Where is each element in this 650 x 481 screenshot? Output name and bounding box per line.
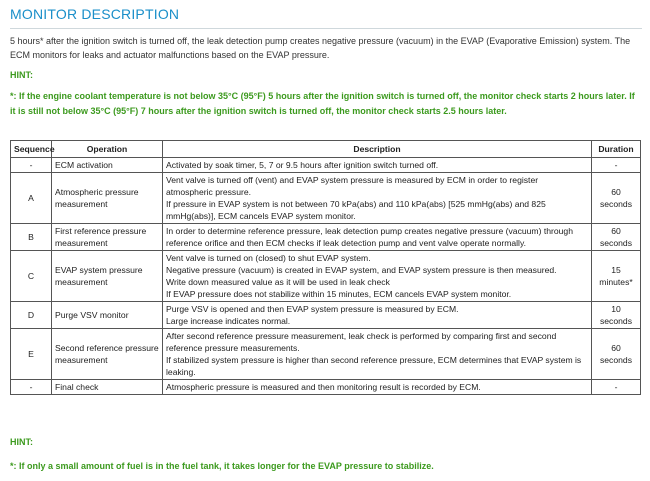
duration-cell — [592, 302, 641, 329]
sequence-cell: A — [11, 173, 52, 224]
description-cell-line: If stabilized system pressure is higher than second reference pressure, ECM determines that EVAP system is — [166, 355, 582, 365]
duration-cell — [592, 224, 641, 251]
description-cell-line: Activated by soak timer, 5, 7 or 9.5 hours after ignition switch turned off. — [166, 160, 439, 170]
description-cell-line: Write down measured value as it will be used in leak check — [166, 277, 390, 287]
duration-cell-line: seconds — [599, 355, 632, 365]
operation-cell — [52, 173, 163, 224]
description-cell-line: Vent valve is turned on (closed) to shut EVAP system. — [166, 253, 371, 263]
header-operation: Operation — [52, 141, 163, 158]
description-cell — [163, 158, 592, 173]
operation-cell-line: Atmospheric pressure — [55, 187, 139, 197]
operation-cell-line: EVAP system pressure — [55, 265, 143, 275]
duration-cell-line: minutes* — [599, 277, 633, 287]
hint-label-bottom: HINT: — [10, 437, 33, 447]
sequence-cell: D — [11, 302, 52, 329]
sequence-cell: C — [11, 251, 52, 302]
description-cell-line: Negative pressure (vacuum) is created in EVAP system, and EVAP system pressure is then measured. — [166, 265, 557, 275]
duration-cell — [592, 329, 641, 380]
table-body — [11, 158, 641, 395]
duration-cell — [592, 158, 641, 173]
hint-text-top: *: If the engine coolant temperature is not below 35°C (95°F) 5 hours after the ignition switch is turned off, the monitor check starts 2 hours later. If it is still not below 35°C (95°F) 7 hours after the ignition switch is turned off, the monitor check starts 2.5 hours later. — [10, 91, 635, 116]
header-description: Description — [163, 141, 592, 158]
description-cell-line: In order to determine reference pressure, leak detection pump creates negative pressure (vacuum) through — [166, 226, 573, 236]
duration-cell-line: 10 — [611, 304, 621, 314]
operation-cell-line: measurement — [55, 277, 108, 287]
description-cell — [163, 380, 592, 395]
duration-cell — [592, 380, 641, 395]
operation-cell — [52, 251, 163, 302]
operation-cell — [52, 302, 163, 329]
page-title: MONITOR DESCRIPTION — [10, 6, 180, 22]
duration-cell-line: 60 — [611, 226, 621, 236]
operation-cell-line: Final check — [55, 382, 99, 392]
sequence-cell: - — [11, 380, 52, 395]
sequence-cell: B — [11, 224, 52, 251]
description-cell-line: Purge VSV is opened and then EVAP system pressure is measured by ECM. — [166, 304, 459, 314]
duration-cell-line: 60 — [611, 187, 621, 197]
description-cell-line: reference orifice and then ECM checks if leak detection pump and vent valve operate normally. — [166, 238, 527, 248]
description-cell — [163, 224, 592, 251]
operation-cell-line: measurement — [55, 199, 108, 209]
hint-label-top: HINT: — [10, 70, 33, 80]
description-cell-line: After second reference pressure measurement, leak check is performed by comparing first and second — [166, 331, 557, 341]
description-cell-line: Vent valve is turned off (vent) and EVAP system pressure is measured by ECM in order to register — [166, 175, 539, 185]
title-divider — [10, 28, 642, 29]
table-row — [11, 173, 641, 224]
duration-cell-line: - — [614, 382, 618, 392]
table-header-row — [11, 141, 641, 158]
monitor-sequence-table — [10, 140, 641, 395]
operation-cell-line: Second reference pressure — [55, 343, 159, 353]
description-cell — [163, 329, 592, 380]
table-row — [11, 251, 641, 302]
operation-cell-line: Purge VSV monitor — [55, 310, 129, 320]
description-cell-line: Large increase indicates normal. — [166, 316, 291, 326]
description-cell — [163, 251, 592, 302]
duration-cell — [592, 173, 641, 224]
duration-cell-line: 15 — [611, 265, 621, 275]
description-cell-line: If EVAP pressure does not stabilize within 15 minutes, ECM cancels EVAP system monitor. — [166, 289, 512, 299]
description-cell-line: atmospheric pressure. — [166, 187, 252, 197]
duration-cell-line: 60 — [611, 343, 621, 353]
duration-cell-line: seconds — [599, 238, 632, 248]
table-row — [11, 380, 641, 395]
description-cell-line: Atmospheric pressure is measured and then monitoring result is recorded by ECM. — [166, 382, 481, 392]
header-duration: Duration — [592, 141, 641, 158]
operation-cell-line: measurement — [55, 238, 108, 248]
duration-cell — [592, 251, 641, 302]
operation-cell — [52, 224, 163, 251]
description-cell-line: reference pressure measurements. — [166, 343, 300, 353]
table-row — [11, 302, 641, 329]
description-cell-line: mmHg(abs)], ECM cancels EVAP system monitor. — [166, 211, 356, 221]
table-row — [11, 224, 641, 251]
operation-cell — [52, 380, 163, 395]
sequence-cell: - — [11, 158, 52, 173]
hint-text-bottom: *: If only a small amount of fuel is in the fuel tank, it takes longer for the EVAP pressure to stabilize. — [10, 461, 434, 471]
operation-cell-line: First reference pressure — [55, 226, 147, 236]
description-cell — [163, 302, 592, 329]
header-sequence: Sequence — [11, 141, 52, 158]
operation-cell — [52, 329, 163, 380]
intro-paragraph: 5 hours* after the ignition switch is turned off, the leak detection pump creates negative pressure (vacuum) in the EVAP (Evaporative Emission) system. The ECM monitors for leaks and actuator malfunctions based on the EVAP pressure. — [10, 36, 631, 60]
table-row — [11, 158, 641, 173]
operation-cell-line: measurement — [55, 355, 108, 365]
description-cell — [163, 173, 592, 224]
duration-cell-line: seconds — [599, 199, 632, 209]
description-cell-line: leaking. — [166, 367, 196, 377]
operation-cell — [52, 158, 163, 173]
description-cell-line: If pressure in EVAP system is not between 70 kPa(abs) and 110 kPa(abs) [525 mmHg(abs) and 825 — [166, 199, 546, 209]
sequence-cell: E — [11, 329, 52, 380]
operation-cell-line: ECM activation — [55, 160, 113, 170]
table-row — [11, 329, 641, 380]
duration-cell-line: - — [614, 160, 618, 170]
duration-cell-line: seconds — [599, 316, 632, 326]
